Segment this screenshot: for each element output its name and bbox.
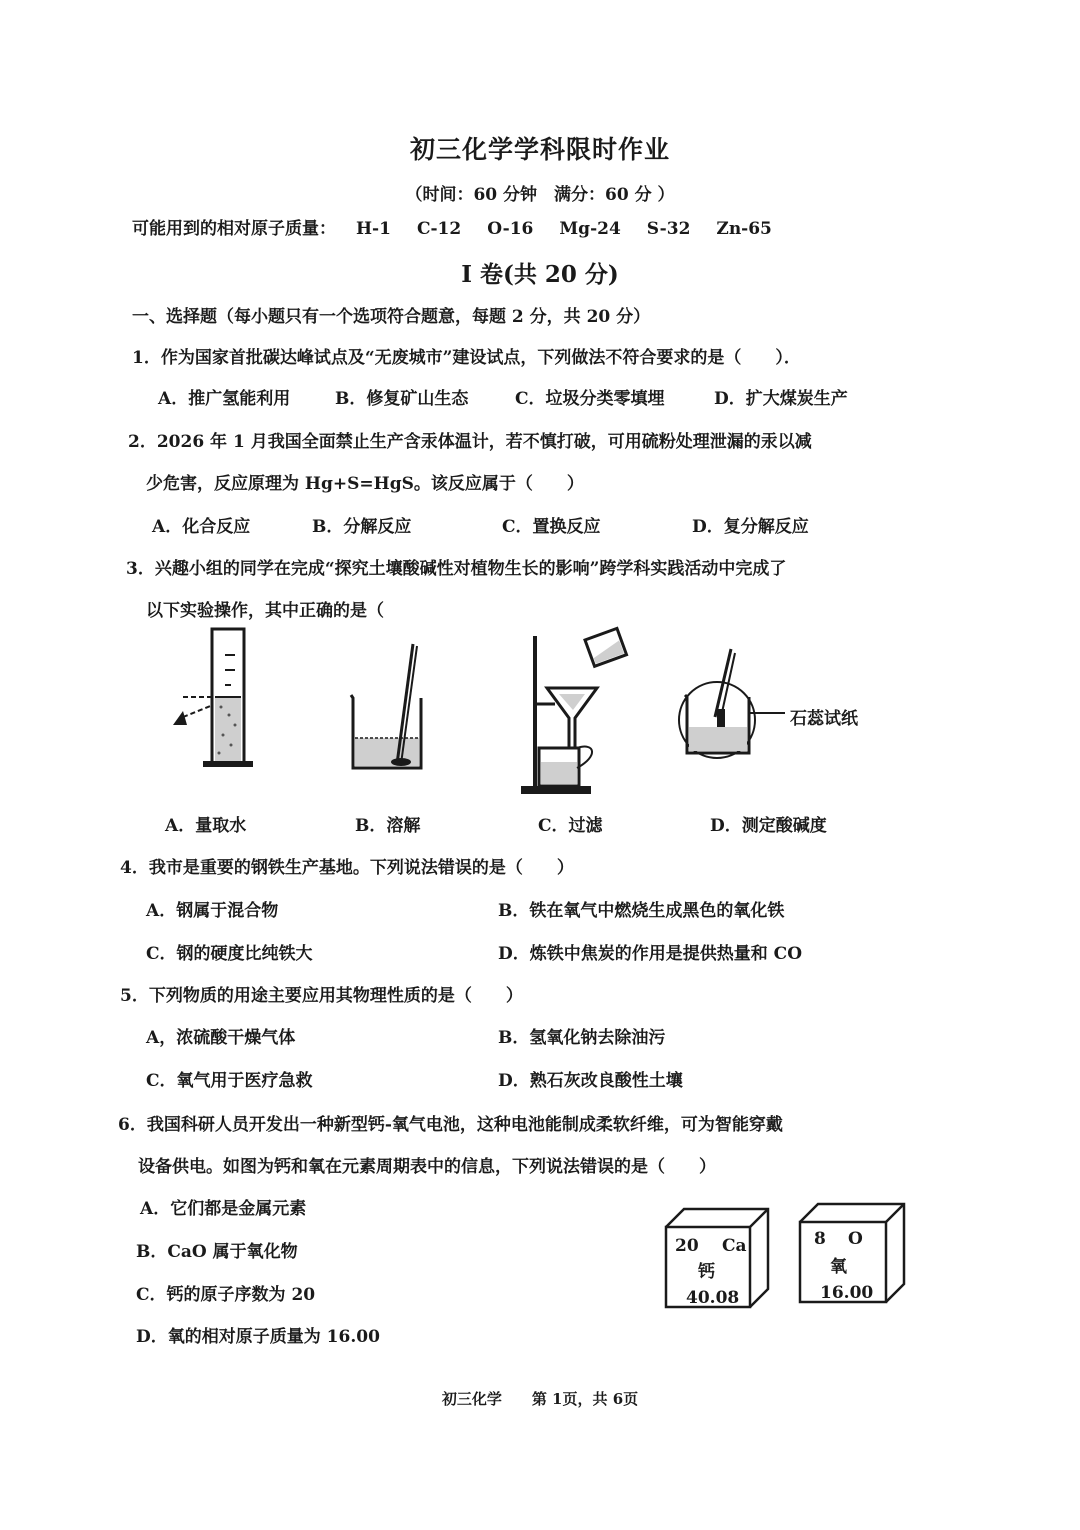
question-3-stem-line2: 以下实验操作，其中正确的是（	[146, 601, 384, 621]
question-3-stem-line1: 3．兴趣小组的同学在完成“探究土壤酸碱性对植物生长的影响”跨学科实践活动中完成了	[126, 559, 787, 579]
mass-h: H-1	[356, 219, 391, 239]
q3-option-d: D．测定酸碱度	[710, 816, 827, 836]
exam-info: （时间：60 分钟 满分：60 分 ）	[405, 185, 675, 205]
oxygen-mass: 16.00	[820, 1283, 874, 1303]
mass-c: C-12	[416, 219, 462, 239]
q3-option-a: A．量取水	[165, 816, 247, 836]
mass-mg: Mg-24	[559, 219, 621, 239]
calcium-mass: 40.08	[686, 1288, 740, 1308]
q1-option-b: B．修复矿山生态	[335, 389, 469, 409]
question-6-stem-line2: 设备供电。如图为钙和氧在元素周期表中的信息，下列说法错误的是（ ）	[138, 1157, 716, 1177]
mass-s: S-32	[646, 219, 691, 239]
oxygen-number: 8	[814, 1229, 826, 1249]
q6-option-b: B．CaO 属于氧化物	[136, 1242, 298, 1262]
page-title: 初三化学学科限时作业	[409, 135, 670, 164]
q1-option-c: C．垃圾分类零填埋	[515, 389, 665, 409]
q3-option-b: B．溶解	[355, 816, 421, 836]
calcium-symbol: Ca	[722, 1236, 747, 1256]
masses-label: 可能用到的相对原子质量：	[132, 219, 336, 239]
filtration-figure	[515, 630, 635, 800]
question-1-stem: 1．作为国家首批碳达峰试点及“无废城市”建设试点，下列做法不符合要求的是（ ）．	[132, 348, 801, 368]
q6-option-c: C．钙的原子序数为 20	[136, 1285, 316, 1305]
section-title: I 卷(共 20 分)	[461, 261, 619, 288]
q4-option-b: B．铁在氧气中燃烧生成黑色的氧化铁	[498, 901, 785, 921]
question-2-stem-line2: 少危害，反应原理为 Hg+S=HgS。该反应属于（ ）	[146, 474, 584, 494]
calcium-number: 20	[675, 1236, 699, 1256]
q2-option-a: A．化合反应	[152, 517, 251, 537]
calcium-name: 钙	[698, 1262, 715, 1282]
question-4-stem: 4．我市是重要的钢铁生产基地。下列说法错误的是（ ）	[120, 858, 574, 878]
graduated-cylinder-figure	[165, 625, 275, 775]
question-5-stem: 5．下列物质的用途主要应用其物理性质的是（ ）	[120, 986, 523, 1006]
atomic-masses	[132, 214, 798, 239]
element-card-oxygen	[796, 1200, 916, 1310]
q2-option-d: D．复分解反应	[692, 517, 809, 537]
q2-option-b: B．分解反应	[312, 517, 412, 537]
question-2-stem-line1: 2．2026 年 1 月我国全面禁止生产含汞体温计，若不慎打破，可用硫粉处理泄漏的汞以减	[128, 432, 812, 452]
q3-option-c: C．过滤	[538, 816, 603, 836]
element-card-calcium	[660, 1203, 780, 1313]
oxygen-symbol: O	[848, 1229, 863, 1249]
question-6-stem-line1: 6．我国科研人员开发出一种新型钙-氧气电池，这种电池能制成柔软纤维，可为智能穿戴	[118, 1115, 783, 1135]
page-footer: 初三化学 第 1页，共 6页	[441, 1390, 639, 1408]
q5-option-a: A，浓硫酸干燥气体	[146, 1028, 296, 1048]
q1-option-d: D．扩大煤炭生产	[714, 389, 848, 409]
q6-option-d: D．氧的相对原子质量为 16.00	[136, 1327, 380, 1347]
q1-option-a: A．推广氢能利用	[158, 389, 291, 409]
q2-option-c: C．置换反应	[502, 517, 601, 537]
q4-option-a: A．钢属于混合物	[146, 901, 279, 921]
q5-option-c: C．氧气用于医疗急救	[146, 1071, 313, 1091]
q5-option-b: B．氢氧化钠去除油污	[498, 1028, 666, 1048]
mass-o: O-16	[487, 219, 534, 239]
litmus-paper-label: 石蕊试纸	[790, 709, 858, 729]
mass-zn: Zn-65	[716, 219, 772, 239]
oxygen-name: 氧	[830, 1257, 847, 1277]
q4-option-d: D．炼铁中焦炭的作用是提供热量和 CO	[498, 944, 802, 964]
q6-option-a: A．它们都是金属元素	[140, 1199, 307, 1219]
beaker-dissolve-figure	[345, 640, 435, 775]
q5-option-d: D．熟石灰改良酸性土壤	[498, 1071, 683, 1091]
q4-option-c: C．钢的硬度比纯铁大	[146, 944, 313, 964]
part-title: 一、选择题（每小题只有一个选项符合题意，每题 2 分，共 20 分）	[132, 307, 651, 327]
